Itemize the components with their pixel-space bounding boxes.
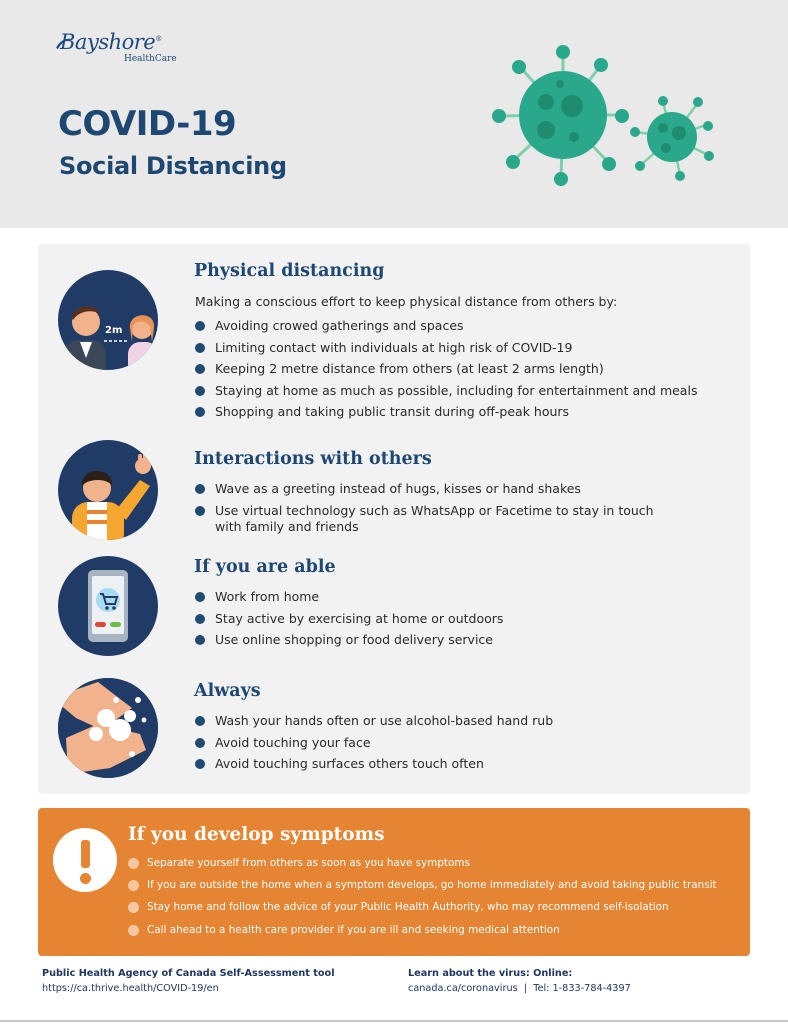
bullet-dot [128,902,139,913]
list-item-continuation: with family and friends [215,518,359,534]
list-item: Avoid touching your face [195,735,553,751]
bullet-dot [195,759,205,769]
section-title-physical-distancing: Physical distancing [194,261,385,281]
bullet-dot [195,738,205,748]
always-list [195,713,553,778]
section-title-if-able: If you are able [194,557,336,577]
hand-washing-icon [58,678,158,778]
section-intro: Making a conscious effort to keep physical distance from others by: [195,294,618,309]
phone-shopping-cart-icon [58,556,158,656]
virus-illustration-icon [486,40,726,200]
bullet-dot [128,858,139,869]
physical-distancing-list [195,318,697,426]
waving-person-icon [58,440,158,540]
bullet-dot [195,635,205,645]
logo-wordmark: Bayshore® [60,30,162,54]
footer-divider [0,1020,788,1022]
exclamation-bar [81,840,90,868]
list-item: Use online shopping or food delivery service [195,632,503,648]
phone-number[interactable]: Tel: 1-833-784-4397 [533,983,631,994]
list-item: Wave as a greeting instead of hugs, kisses or hand shakes [195,481,654,497]
list-item: Keeping 2 metre distance from others (at least 2 arms length) [195,361,697,377]
bullet-dot [195,506,205,516]
bayshore-logo[interactable] [60,30,200,66]
page-subtitle: Social Distancing [59,152,287,180]
guidelines-panel [38,244,750,794]
footer-right [408,966,631,996]
bullet-dot [128,925,139,936]
list-item: Avoiding crowed gatherings and spaces [195,318,697,334]
bullet-dot [195,407,205,417]
list-item: Avoid touching surfaces others touch often [195,756,553,772]
distance-label: 2m [105,325,123,336]
list-item: Work from home [195,589,503,605]
bullet-dot [195,484,205,494]
list-item: If you are outside the home when a symptom develops, go home immediately and avoid taking public transit [128,879,717,892]
list-item: Wash your hands often or use alcohol-based hand rub [195,713,553,729]
bullet-dot [195,321,205,331]
footer-separator: | [517,983,534,994]
footer-left [42,966,335,996]
section-title-always: Always [194,681,261,701]
page-title: COVID-19 [58,104,237,144]
symptoms-title: If you develop symptoms [128,824,385,845]
self-assessment-link[interactable]: https://ca.thrive.health/COVID-19/en [42,983,219,994]
list-item: Stay active by exercising at home or outdoors [195,611,503,627]
bullet-dot [195,386,205,396]
symptoms-list [128,857,717,946]
symptoms-box [38,808,750,956]
footer-right-title: Learn about the virus: Online: [408,968,573,979]
bullet-dot [195,614,205,624]
bullet-dot [195,716,205,726]
bullet-dot [195,343,205,353]
bullet-dot [195,364,205,374]
logo-subtitle: HealthCare [124,54,177,64]
exclamation-icon [53,828,117,892]
footer-left-title: Public Health Agency of Canada Self-Assessment tool [42,968,335,979]
distance-people-icon [58,270,158,370]
bullet-dot [195,592,205,602]
bullet-dot [128,880,139,891]
if-able-list [195,589,503,654]
header-banner [0,0,788,228]
interactions-list [195,481,654,540]
section-title-interactions: Interactions with others [194,449,432,469]
list-item: Shopping and taking public transit during off-peak hours [195,404,697,420]
list-item: Staying at home as much as possible, including for entertainment and meals [195,383,697,399]
canada-coronavirus-link[interactable]: canada.ca/coronavirus [408,983,518,994]
list-item: Limiting contact with individuals at high risk of COVID-19 [195,340,697,356]
list-item: Call ahead to a health care provider if you are ill and seeking medical attention [128,924,717,937]
list-item: Use virtual technology such as WhatsApp or Facetime to stay in touch [195,503,654,519]
list-item: Stay home and follow the advice of your Public Health Authority, who may recommend self-isolation [128,901,717,914]
exclamation-dot [80,873,91,884]
list-item: Separate yourself from others as soon as you have symptoms [128,857,717,870]
